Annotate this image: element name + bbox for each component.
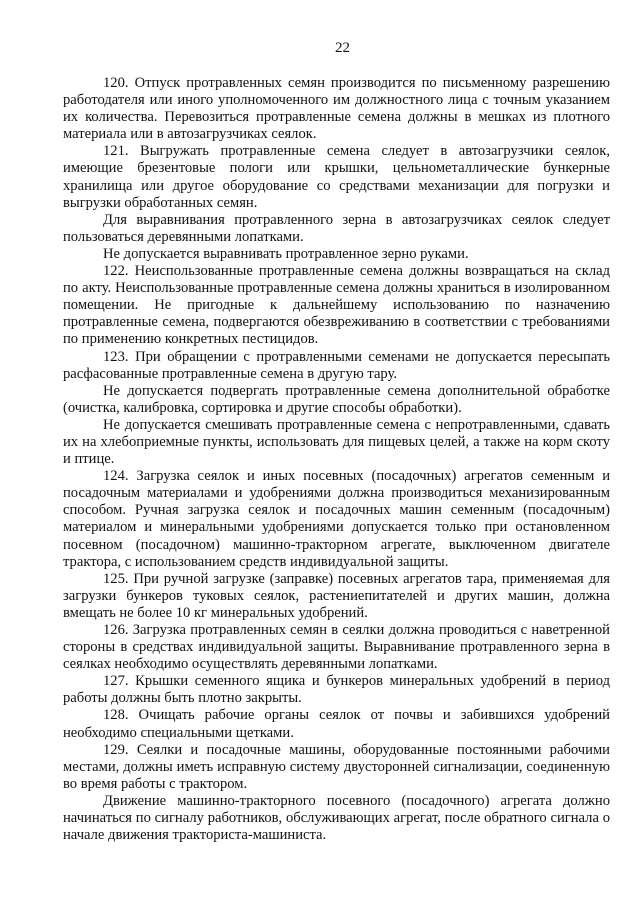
- paragraph-123: 123. При обращении с протравленными семенами не допускается пересыпать расфасованные протравленные семена в другую тару.: [63, 348, 610, 382]
- page-number: 22: [335, 40, 350, 56]
- paragraph-129: 129. Сеялки и посадочные машины, оборудованные постоянными рабочими местами, должны иметь исправную систему двусторонней сигнализации, соединенную во время работы с трактором.: [63, 741, 610, 792]
- paragraph-126: 126. Загрузка протравленных семян в сеялки должна проводиться с наветренной стороны в средствах индивидуальной защиты. Выравнивание протравленного зерна в сеялках необходимо осуществлять деревянными лопатками.: [63, 622, 610, 673]
- paragraph-127: 127. Крышки семенного ящика и бункеров минеральных удобрений в период работы должны быть плотно закрыты.: [63, 673, 610, 707]
- paragraph-125: 125. При ручной загрузке (заправке) посевных агрегатов тара, применяемая для загрузки бункеров туковых сеялок, растениепитателей и других машин, должна вмещать не более 10 кг минеральных удобрений.: [63, 570, 610, 621]
- paragraph-120: 120. Отпуск протравленных семян производится по письменному разрешению работодателя или иного уполномоченного им должностного лица с точным указанием их количества. Перевозиться протравленные семена должны в мешках из плотного материала или в автозагрузчиках сеялок.: [63, 75, 610, 143]
- document-body: [63, 75, 610, 844]
- paragraph-124: 124. Загрузка сеялок и иных посевных (посадочных) агрегатов семенным и посадочным материалами и удобрениями должна производиться механизированным способом. Ручная загрузка сеялок и посадочных машин семенным (посадочным) материалом и минеральными удобрениями допускается только при остановленном посевном (посадочном) машинно-тракторном агрегате, выключенном двигателе трактора, с использованием средств индивидуальной защиты.: [63, 468, 610, 570]
- paragraph-129-movement: Движение машинно-тракторного посевного (посадочного) агрегата должно начинаться по сигналу работников, обслуживающих агрегат, после обратного сигнала о начале движения тракториста-машиниста.: [63, 792, 610, 844]
- paragraph-128: 128. Очищать рабочие органы сеялок от почвы и забившихся удобрений необходимо специальными щетками.: [63, 707, 610, 741]
- paragraph-121-leveling: Для выравнивания протравленного зерна в автозагрузчиках сеялок следует пользоваться деревянными лопатками.: [63, 211, 610, 245]
- paragraph-122: 122. Неиспользованные протравленные семена должны возвращаться на склад по акту. Неиспользованные протравленные семена должны храниться в изолированном помещении. Не пригодные к дальнейшему использованию по назначению протравленные семена, подвергаются обезвреживанию в соответствии с требованиями по применению конкретных пестицидов.: [63, 263, 610, 348]
- paragraph-123-no-mixing: Не допускается смешивать протравленные семена с непротравленными, сдавать их на хлебоприемные пункты, использовать для пищевых целей, а также на корм скоту и птице.: [63, 416, 610, 468]
- paragraph-121: 121. Выгружать протравленные семена следует в автозагрузчики сеялок, имеющие брезентовые пологи или крышки, цельнометаллические бункерные хранилища или другое оборудование со средствами механизации для погрузки и выгрузки обработанных семян.: [63, 143, 610, 211]
- paragraph-123-no-processing: Не допускается подвергать протравленные семена дополнительной обработке (очистка, калибровка, сортировка и другие способы обработки).: [63, 382, 610, 416]
- paragraph-121-no-hands: Не допускается выравнивать протравленное зерно руками.: [103, 245, 469, 262]
